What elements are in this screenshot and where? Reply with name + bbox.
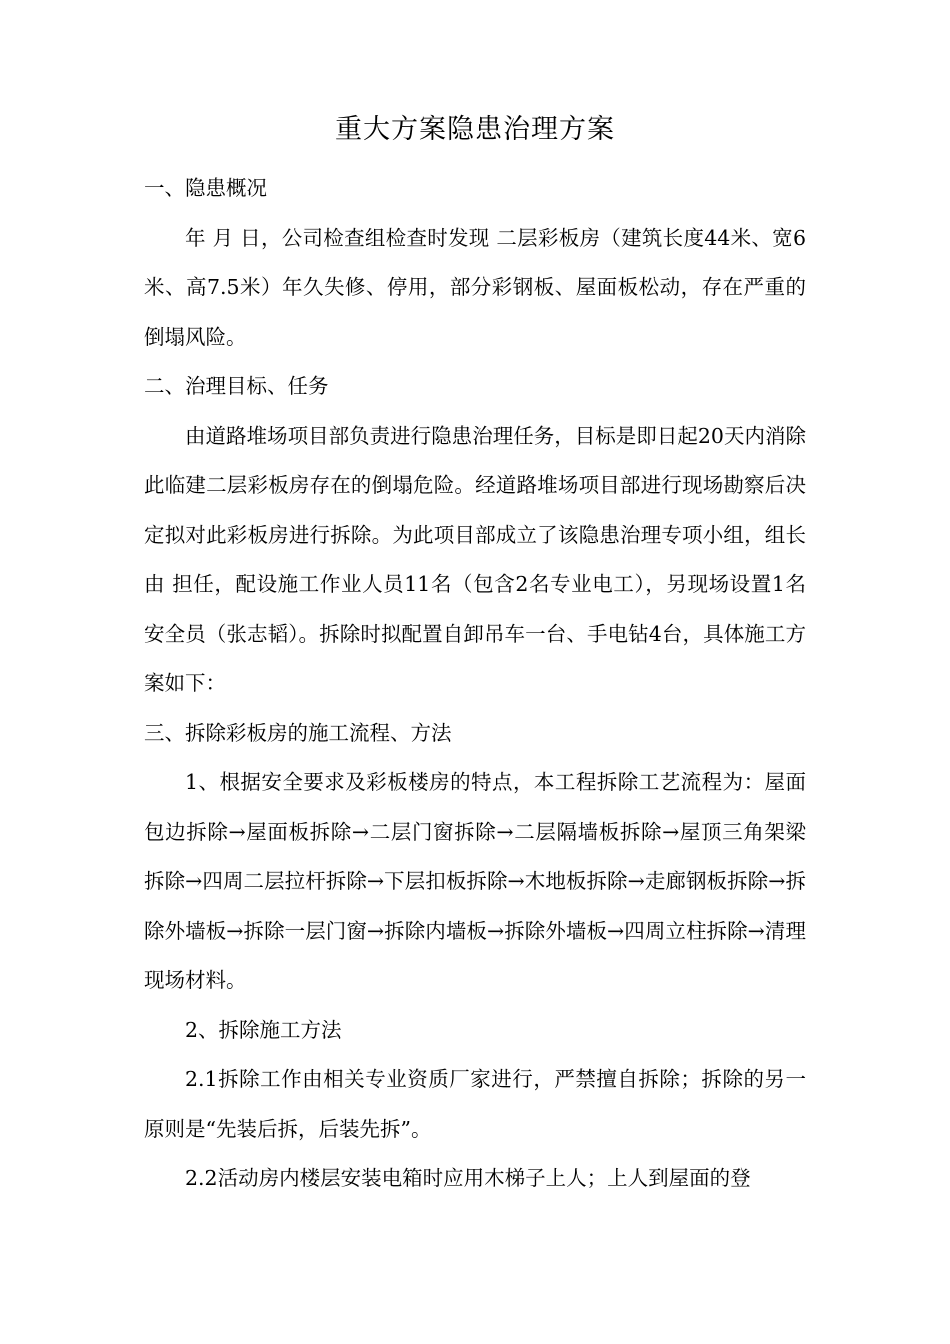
section-heading-2: 二、治理目标、任务: [144, 374, 329, 398]
paragraph-method-heading: 2、拆除施工方法: [185, 1017, 342, 1042]
section-heading-1: 一、隐患概况: [144, 176, 267, 200]
paragraph-goals-tasks: 由道路堆场项目部负责进行隐患治理任务，目标是即日起20天内消除此临建二层彩板房存在的倒塌危险。经道路堆场项目部进行现场勘察后决定拟对此彩板房进行拆除。为此项目部成立了该隐患治理专项小组，组长由 担任，配设施工作业人员11名（包含2名专业电工），另现场设置1名安全员（张志韬）。拆除时拟配置自卸吊车一台、手电钻4台，具体施工方案如下：: [144, 423, 806, 695]
document-body: [144, 164, 806, 1204]
paragraph-method-2-1: 2.1拆除工作由相关专业资质厂家进行，严禁擅自拆除；拆除的另一原则是“先装后拆，后装先拆”。: [144, 1067, 806, 1141]
paragraph-method-2-2: 2.2活动房内楼层安装电箱时应用木梯子上人；上人到屋面的登: [185, 1166, 751, 1190]
document-title: 重大方案隐患治理方案: [335, 114, 615, 145]
section-heading-3: 三、拆除彩板房的施工流程、方法: [144, 720, 452, 745]
paragraph-hazard-overview: 年 月 日，公司检查组检查时发现 二层彩板房（建筑长度44米、宽6米、高7.5米）年久失修、停用，部分彩钢板、屋面板松动，存在严重的倒塌风险。: [144, 225, 806, 349]
paragraph-process-flow: 1、根据安全要求及彩板楼房的特点，本工程拆除工艺流程为：屋面包边拆除→屋面板拆除→二层门窗拆除→二层隔墙板拆除→屋顶三角架梁拆除→四周二层拉杆拆除→下层扣板拆除→木地板拆除→走廊钢板拆除→拆除外墙板→拆除一层门窗→拆除内墙板→拆除外墙板→四周立柱拆除→清理现场材料。: [144, 770, 806, 992]
